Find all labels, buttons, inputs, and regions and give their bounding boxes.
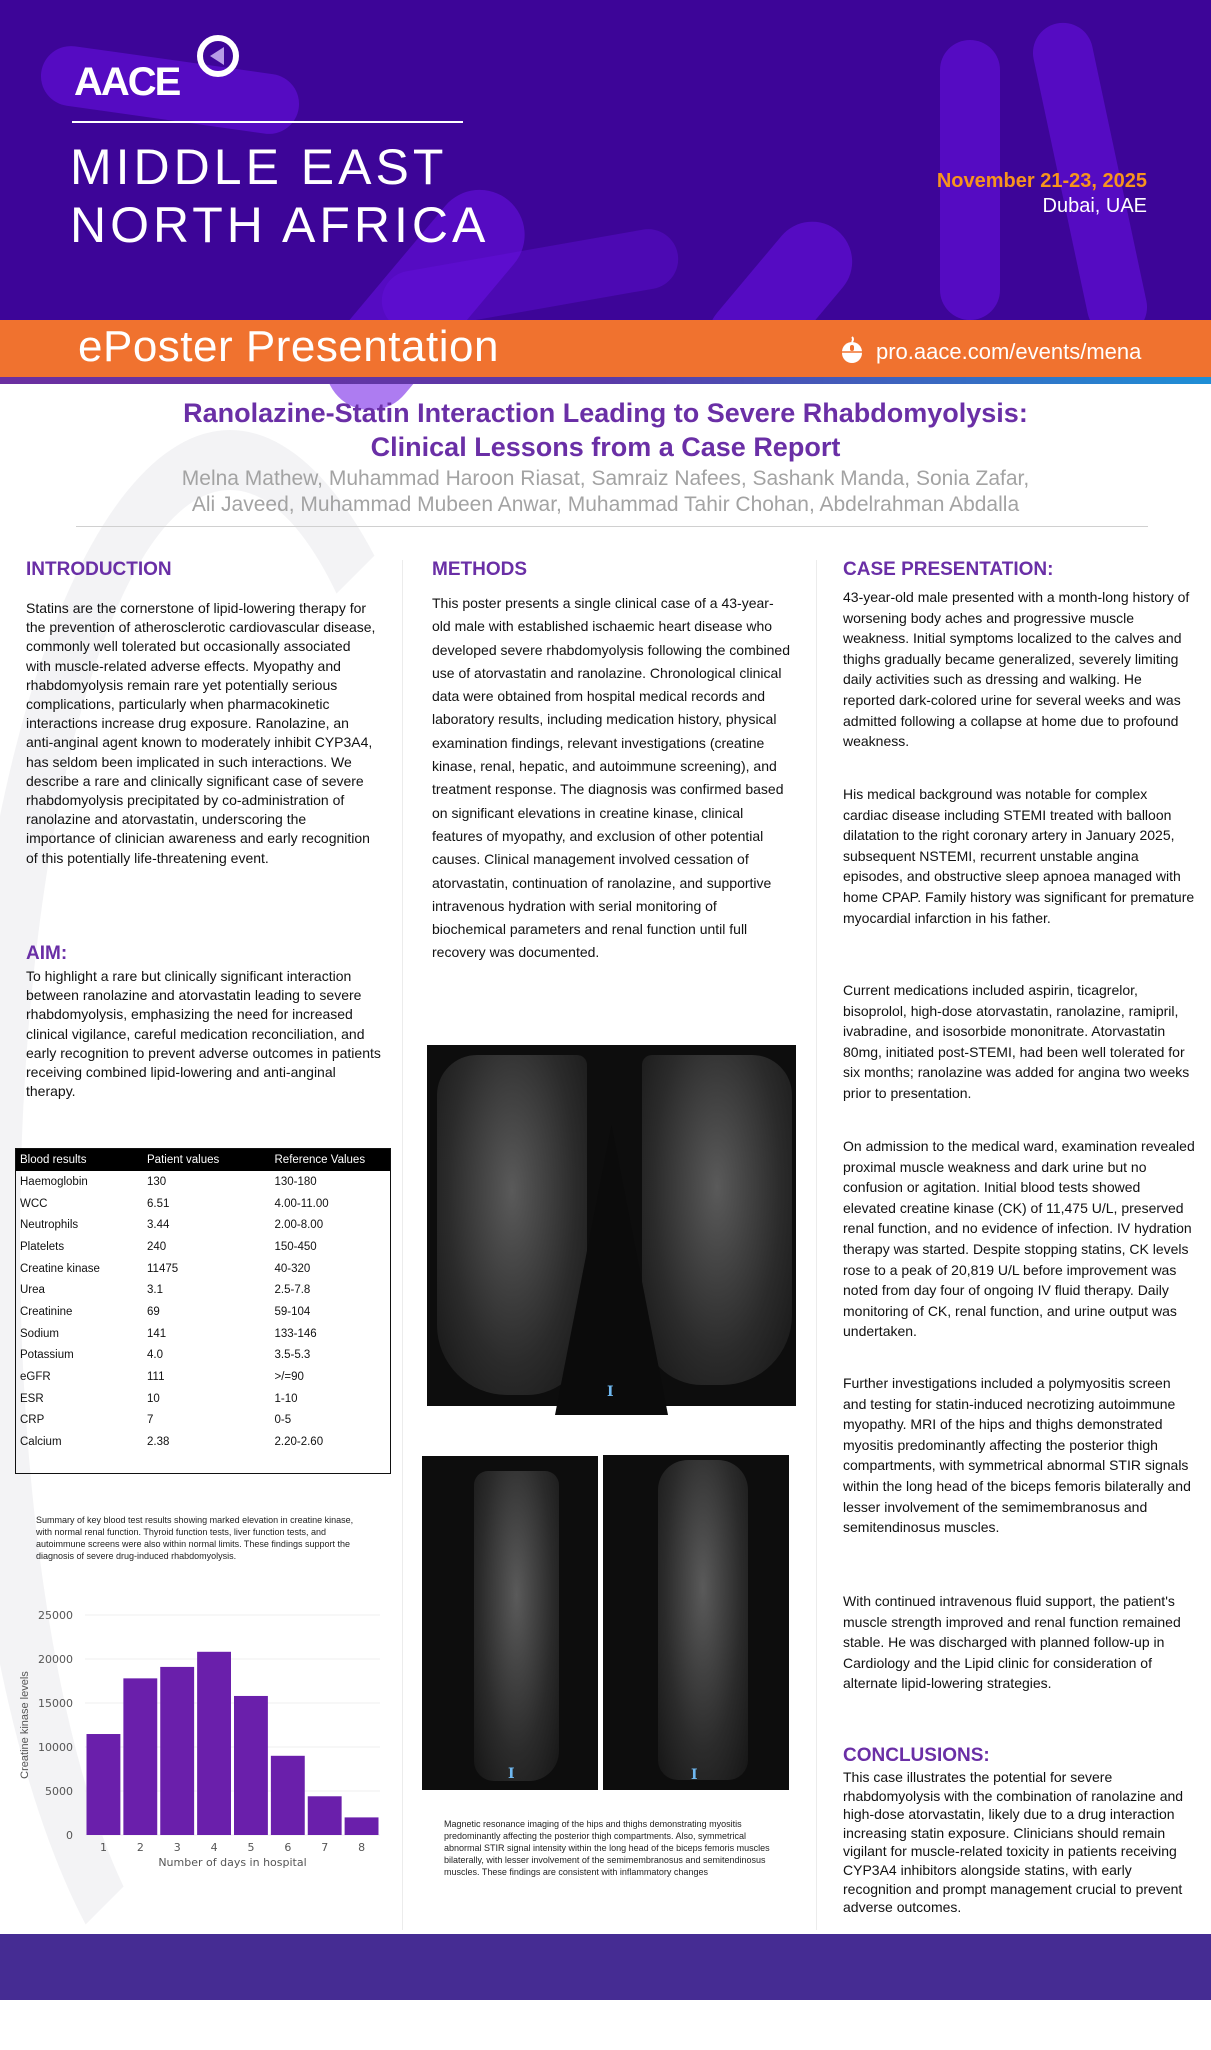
reference-value: 2.00-8.00 (274, 1219, 324, 1232)
header-banner (0, 0, 1211, 320)
logo-divider (72, 121, 463, 123)
methods-heading: METHODS (432, 559, 527, 580)
bar-day-1 (87, 1734, 121, 1835)
column-divider (402, 560, 403, 1930)
bar-day-8 (345, 1817, 379, 1835)
patient-value: 3.1 (147, 1284, 163, 1297)
patient-value: 3.44 (147, 1219, 170, 1232)
spacer (143, 1453, 271, 1474)
bar-day-6 (271, 1756, 305, 1835)
mri-right-thigh (642, 1055, 792, 1385)
title-line-2: Clinical Lessons from a Case Report (370, 432, 841, 462)
patient-value: 111 (147, 1371, 165, 1384)
table-row (16, 1193, 391, 1215)
table-row (16, 1366, 391, 1388)
conclusions-text: This case illustrates the potential for severe rhabdomyolysis with the combination of ranolazine and high-dose atorvastatin, likely due to a drug interaction increasing statin exposure. Clinicians should remain vigilant for muscle-related toxicity in patients receiving CYP3A4 inhibitors alongside statins, with early recognition and prompt management crucial to prevent adverse outcomes. (843, 1769, 1184, 1916)
case-presentation-heading: CASE PRESENTATION: (843, 559, 1054, 580)
title-divider (76, 526, 1148, 527)
authors-line-1: Melna Mathew, Muhammad Haroon Riasat, Samraiz Nafees, Sashank Manda, Sonia Zafar, (181, 467, 1030, 490)
region-line-1: MIDDLE EAST (70, 139, 448, 195)
mri-left-thigh (437, 1055, 587, 1395)
poster-title (0, 396, 1211, 464)
row-label: eGFR (20, 1371, 51, 1384)
event-location: Dubai, UAE (1042, 195, 1147, 217)
row-label: Neutrophils (20, 1219, 79, 1232)
patient-value: 240 (147, 1240, 167, 1253)
patient-value: 11475 (147, 1262, 179, 1275)
aim-heading: AIM: (26, 943, 68, 964)
table-spacer-row (16, 1453, 391, 1474)
patient-value: 4.0 (147, 1349, 163, 1362)
y-tick-label: 0 (66, 1829, 73, 1842)
row-label: Calcium (20, 1436, 62, 1449)
bar-day-7 (308, 1796, 342, 1835)
table-row (16, 1258, 391, 1280)
ck-bar-chart (15, 1600, 395, 1869)
table-row (16, 1301, 391, 1323)
table-row (16, 1345, 391, 1367)
reference-value: 2.5-7.8 (274, 1284, 311, 1297)
patient-value: 141 (147, 1327, 167, 1340)
bar-day-2 (123, 1678, 157, 1835)
x-tick-label: 3 (173, 1841, 181, 1854)
reference-value: 4.00-11.00 (274, 1197, 329, 1210)
x-tick-label: 8 (358, 1841, 366, 1854)
x-tick-label: 2 (136, 1841, 144, 1854)
reference-value: 130-180 (274, 1175, 317, 1188)
authors-line-2: Ali Javeed, Muhammad Mubeen Anwar, Muhammad Tahir Chohan, Abdelrahman Abdalla (191, 493, 1020, 516)
table-header-row (16, 1149, 391, 1172)
table-row (16, 1214, 391, 1236)
spacer (16, 1453, 144, 1474)
x-tick-label: 4 (210, 1841, 218, 1854)
introduction-heading: INTRODUCTION (26, 559, 172, 580)
case-paragraph: 43-year-old male presented with a month-long history of worsening body aches and progressive muscle weakness. Initial symptoms localized to the calves and thighs gradually became generalized, severely limiting daily activities such as dressing and walking. He reported dark-colored urine for several weeks and was admitted following a collapse at home due to profound weakness. (843, 589, 1190, 750)
header-divider (0, 377, 1211, 384)
row-label: WCC (20, 1197, 48, 1210)
blood-results-table (15, 1148, 391, 1474)
introduction-text: Statins are the cornerstone of lipid-lowering therapy for the prevention of atherosclerotic cardiovascular disease, commonly well tolerated but occasionally associated with muscle-related adverse effects. Myopathy and rhabdomyolysis remain rare yet potentially serious complications, particularly when pharmacokinetic interactions increase drug exposure. Ranolazine, an anti-anginal agent known to moderately inhibit CYP3A4, has seldom been implicated in such interactions. We describe a rare and clinically significant case of severe rhabdomyolysis precipitated by co-administration of ranolazine and atorvastatin, underscoring the importance of clinician awareness and early recognition of this potentially life-threatening event. (26, 600, 376, 866)
patient-value: 2.38 (147, 1436, 170, 1449)
aace-logo-mark-icon (196, 34, 240, 78)
conclusions-heading: CONCLUSIONS: (843, 1745, 990, 1766)
mri-sagittal-image-right (603, 1455, 789, 1790)
column-header: Blood results (16, 1149, 144, 1172)
footer-bar (0, 1934, 1211, 2000)
table-row (16, 1388, 391, 1410)
row-label: Creatine kinase (20, 1262, 100, 1275)
table-row (16, 1236, 391, 1258)
aim-text: To highlight a rare but clinically significant interaction between ranolazine and atorvastatin leading to severe rhabdomyolysis, emphasizing the need for increased clinical vigilance, careful medication reconciliation, and early recognition to prevent adverse outcomes in patients receiving combined lipid-lowering and anti-anginal therapy. (26, 968, 381, 1100)
mri-orientation-marker: I (508, 1766, 515, 1782)
bar-day-5 (234, 1696, 268, 1835)
table-row (16, 1431, 391, 1453)
reference-value: 0-5 (274, 1414, 292, 1427)
row-label: Haemoglobin (20, 1175, 88, 1188)
reference-value: 40-320 (274, 1262, 311, 1275)
reference-value: 133-146 (274, 1327, 317, 1340)
mri-caption: Magnetic resonance imaging of the hips and thighs demonstrating myositis predominantly affecting the posterior thigh compartments. Also, symmetrical abnormal STIR signal intensity within the long head of the biceps femoris muscles bilaterally, with lesser involvement of the semimembranosus and semitendinosus muscles. These findings are consistent with inflammatory changes (444, 1819, 770, 1877)
bar-day-4 (197, 1652, 231, 1835)
aace-logo-text: AACE (74, 60, 180, 104)
y-tick-label: 25000 (38, 1609, 73, 1622)
mouse-icon (840, 336, 864, 364)
x-tick-label: 7 (321, 1841, 329, 1854)
bar-day-3 (160, 1667, 194, 1835)
table-row (16, 1171, 391, 1193)
patient-value: 69 (147, 1305, 160, 1318)
table-row (16, 1279, 391, 1301)
mri-orientation-marker: I (691, 1767, 698, 1783)
mri-orientation-marker: I (607, 1384, 614, 1400)
case-paragraph: With continued intravenous fluid support, the patient's muscle strength improved and renal function remained stable. He was discharged with planned follow-up in Cardiology and the Lipid clinic for consideration of alternate lipid-lowering strategies. (843, 1593, 1181, 1692)
reference-value: 150-450 (274, 1240, 317, 1253)
spacer (271, 1453, 391, 1474)
row-label: CRP (20, 1414, 45, 1427)
row-label: ESR (20, 1392, 44, 1405)
y-tick-label: 20000 (38, 1653, 73, 1666)
methods-text: This poster presents a single clinical case of a 43-year-old male with established ischaemic heart disease who developed severe rhabdomyolysis following the combined use of atorvastatin and ranolazine. Chronological clinical data were obtained from hospital medical records and laboratory results, including medication history, physical examination findings, relevant investigations (creatine kinase, renal, hepatic, and autoimmune screening), and treatment response. The diagnosis was confirmed based on significant elevations in creatine kinase, clinical features of myopathy, and exclusion of other potential causes. Clinical management involved cessation of atorvastatin, continuation of ranolazine, and supportive intravenous hydration with serial monitoring of biochemical parameters and renal function until full recovery was documented. (432, 595, 790, 961)
column-header: Patient values (143, 1149, 271, 1172)
case-paragraph: Current medications included aspirin, ticagrelor, bisoprolol, high-dose atorvastatin, ranolazine, ramipril, ivabradine, and isosorbide mononitrate. Atorvastatin 80mg, initiated post-STEMI, had been well tolerated for six months; ranolazine was added for angina two weeks prior to presentation. (843, 982, 1190, 1101)
row-label: Platelets (20, 1240, 65, 1253)
author-list (0, 466, 1211, 518)
x-tick-label: 6 (284, 1841, 292, 1854)
y-tick-label: 5000 (45, 1785, 73, 1798)
case-paragraph: On admission to the medical ward, examination revealed proximal muscle weakness and dark urine but no confusion or agitation. Initial blood tests showed elevated creatine kinase (CK) of 11,475 U/L, preserved renal function, and no evidence of infection. IV hydration therapy was started. Despite stopping statins, CK levels rose to a peak of 20,819 U/L before improvement was noted from day four of ongoing IV fluid therapy. Daily monitoring of CK, renal function, and urine output was undertaken. (843, 1138, 1195, 1340)
reference-value: 2.20-2.60 (274, 1436, 324, 1449)
row-label: Creatinine (20, 1305, 73, 1318)
mri-coronal-image (427, 1045, 796, 1406)
y-tick-label: 15000 (38, 1697, 73, 1710)
eposter-label: ePoster Presentation (78, 322, 499, 371)
event-url-link[interactable]: pro.aace.com/events/mena (876, 339, 1142, 364)
patient-value: 6.51 (147, 1197, 170, 1210)
x-tick-label: 1 (99, 1841, 107, 1854)
row-label: Sodium (20, 1327, 59, 1340)
patient-value: 10 (147, 1392, 160, 1405)
y-axis-label: Creatine kinase levels (19, 1671, 31, 1779)
patient-value: 7 (147, 1414, 154, 1427)
reference-value: >/=90 (274, 1371, 304, 1384)
x-tick-label: 5 (247, 1841, 255, 1854)
column-divider (816, 560, 817, 1930)
event-date: November 21-23, 2025 (936, 170, 1147, 192)
row-label: Potassium (20, 1349, 74, 1362)
row-label: Urea (20, 1284, 45, 1297)
reference-value: 1-10 (274, 1392, 298, 1405)
y-tick-label: 10000 (38, 1741, 73, 1754)
table-row (16, 1323, 391, 1345)
column-header: Reference Values (271, 1149, 391, 1172)
region-line-2: NORTH AFRICA (70, 197, 490, 253)
case-paragraph: Further investigations included a polymyositis screen and testing for statin-induced necrotizing autoimmune myopathy. MRI of the hips and thighs demonstrated myositis predominantly affecting the posterior thigh compartments, with symmetrical abnormal STIR signals within the long head of the biceps femoris bilaterally and lesser involvement of the semimembranosus and semitendinosus muscles. (843, 1375, 1191, 1536)
blood-table-caption: Summary of key blood test results showing marked elevation in creatine kinase, with normal renal function. Thyroid function tests, liver function tests, and autoimmune screens were also within normal limits. These findings support the diagnosis of severe drug-induced rhabdomyolysis. (36, 1515, 354, 1561)
mri-thigh (474, 1471, 559, 1781)
case-paragraph: His medical background was notable for complex cardiac disease including STEMI treated with balloon dilatation to the right coronary artery in January 2025, subsequent NSTEMI, recurrent unstable angina episodes, and obstructive sleep apnoea managed with home CPAP. Family history was significant for premature myocardial infarction in his father. (843, 786, 1195, 926)
table-row (16, 1410, 391, 1432)
x-axis-label: Number of days in hospital (158, 1856, 307, 1869)
reference-value: 3.5-5.3 (274, 1349, 311, 1362)
mri-thigh (658, 1460, 748, 1780)
title-line-1: Ranolazine-Statin Interaction Leading to Severe Rhabdomyolysis: (183, 398, 1028, 428)
patient-value: 130 (147, 1175, 167, 1188)
reference-value: 59-104 (274, 1305, 311, 1318)
mri-sagittal-image-left (422, 1456, 598, 1790)
